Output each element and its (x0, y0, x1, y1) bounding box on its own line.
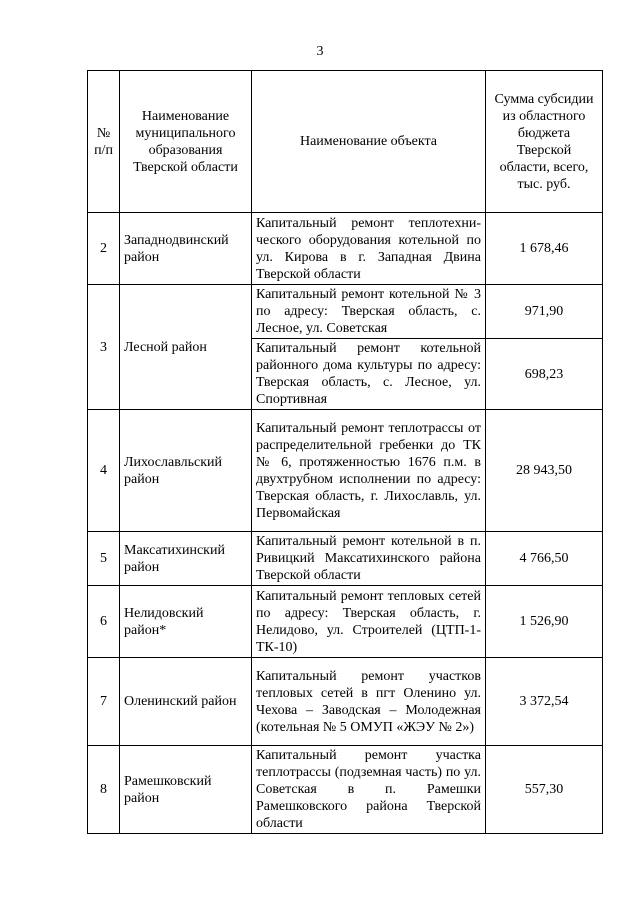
header-num: № п/п (88, 71, 120, 213)
row-object: Капитальный ремонт котельной районного дома культуры по адресу: Тверская область, с. Лесное, ул. Спортивная (252, 339, 486, 410)
row-object: Капитальный ремонт котельной в п. Ривицкий Максатихинского района Тверской области (252, 532, 486, 586)
row-amount: 3 372,54 (486, 658, 603, 746)
table-row (88, 410, 603, 532)
table-row (88, 746, 603, 834)
table-header-row (88, 71, 603, 213)
table-row (88, 285, 603, 339)
row-municipality: Максатихинский район (120, 532, 252, 586)
row-num: 4 (88, 410, 120, 532)
row-municipality: Лесной район (120, 285, 252, 410)
row-object: Капитальный ремонт котельной № 3 по адресу: Тверская область, с. Лесное, ул. Советская (252, 285, 486, 339)
row-num: 5 (88, 532, 120, 586)
row-object: Капитальный ремонт теплотехнического оборудования котельной по ул. Кирова в г. Западная Двина Тверской области (252, 213, 486, 285)
table-row (88, 658, 603, 746)
row-amount: 557,30 (486, 746, 603, 834)
row-num: 7 (88, 658, 120, 746)
row-municipality: Оленинский район (120, 658, 252, 746)
row-object: Капитальный ремонт участков тепловых сетей в пгт Оленино ул. Чехова – Заводская – Молодежная (котельная № 5 ОМУП «ЖЭУ № 2») (252, 658, 486, 746)
row-num: 6 (88, 586, 120, 658)
row-municipality: Рамешковский район (120, 746, 252, 834)
header-object: Наименование объекта (252, 71, 486, 213)
table-row (88, 586, 603, 658)
page-number: 3 (316, 44, 324, 59)
table-row (88, 213, 603, 285)
header-amount: Сумма субсидии из областного бюджета Тверской области, всего, тыс. руб. (486, 71, 603, 213)
row-object: Капитальный ремонт участка теплотрассы (подземная часть) по ул. Советская в п. Рамешки Рамешковского района Тверской области (252, 746, 486, 834)
row-municipality: Нелидовский район* (120, 586, 252, 658)
row-amount: 1 678,46 (486, 213, 603, 285)
header-municipality: Наименование муниципального образования Тверской области (120, 71, 252, 213)
row-num: 3 (88, 285, 120, 410)
row-amount: 4 766,50 (486, 532, 603, 586)
row-municipality: Западнодвинский район (120, 213, 252, 285)
row-amount: 28 943,50 (486, 410, 603, 532)
row-amount: 971,90 (486, 285, 603, 339)
row-object: Капитальный ремонт теплотрассы от распределительной гребенки до ТК № 6, протяженностью 1676 п.м. в двухтрубном исполнении по адресу: Тверская область, г. Лихославль, ул. Первомайская (252, 410, 486, 532)
row-num: 8 (88, 746, 120, 834)
subsidy-table (87, 70, 603, 834)
row-object: Капитальный ремонт тепловых сетей по адресу: Тверская область, г. Нелидово, ул. Строителей (ЦТП-1-ТК-10) (252, 586, 486, 658)
row-amount: 1 526,90 (486, 586, 603, 658)
table-row (88, 532, 603, 586)
row-municipality: Лихославльский район (120, 410, 252, 532)
row-num: 2 (88, 213, 120, 285)
row-amount: 698,23 (486, 339, 603, 410)
